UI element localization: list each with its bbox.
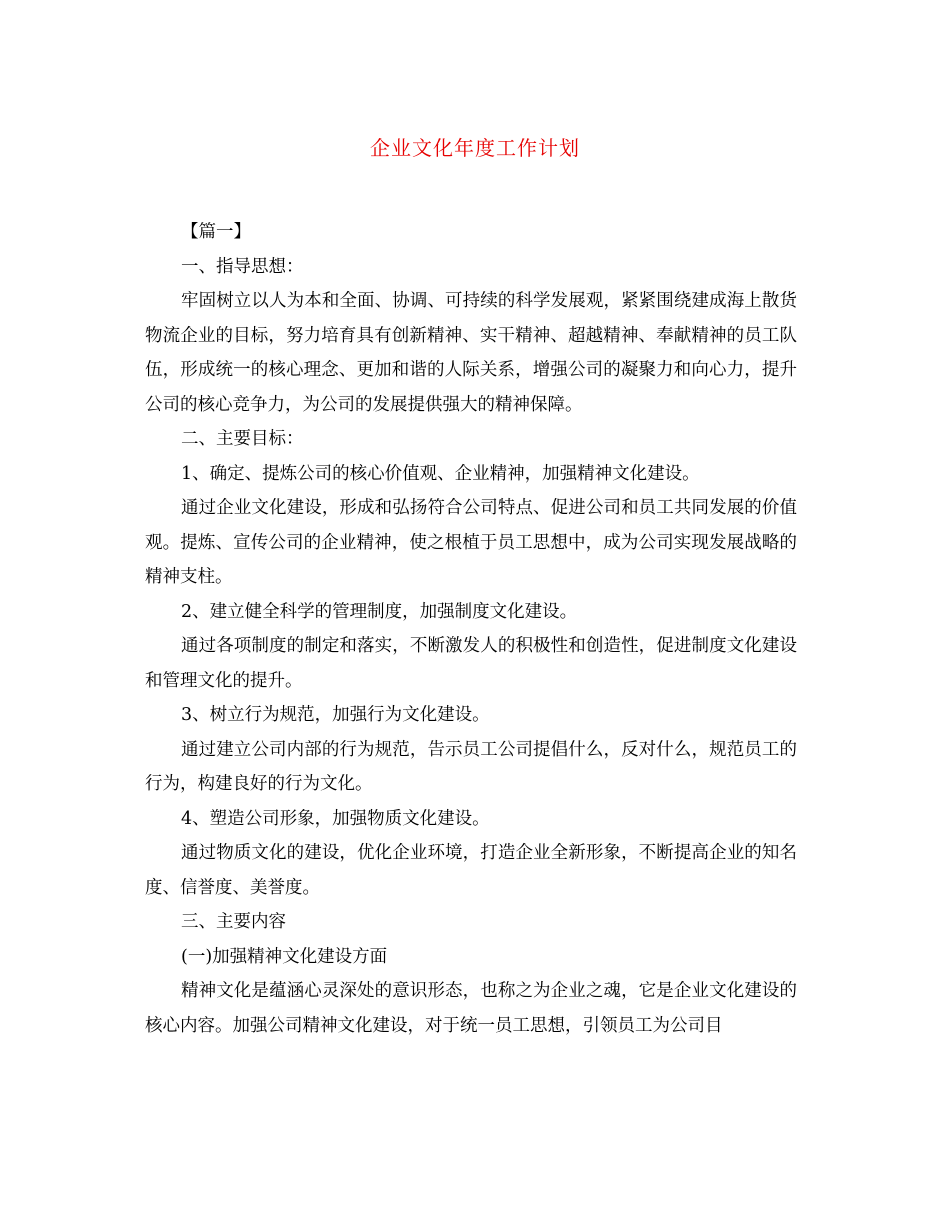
paragraph: 通过企业文化建设，形成和弘扬符合公司特点、促进公司和员工共同发展的价值观。提炼、宣传公司的企业精神，使之根植于员工思想中，成为公司实现发展战略的精神支柱。 bbox=[145, 498, 797, 587]
heading-guiding-ideology: 一、指导思想： bbox=[181, 256, 304, 277]
paragraph: 通过物质文化的建设，优化企业环境，打造企业全新形象，不断提高企业的知名度、信誉度、美誉度。 bbox=[145, 843, 797, 898]
paragraph: 通过建立公司内部的行为规范，告示员工公司提倡什么，反对什么，规范员工的行为，构建良好的行为文化。 bbox=[145, 739, 797, 794]
paragraph: 牢固树立以人为本和全面、协调、可持续的科学发展观，紧紧围绕建成海上散货物流企业的目标，努力培育具有创新精神、实干精神、超越精神、奉献精神的员工队伍，形成统一的核心理念、更加和谐的人际关系，增强公司的凝聚力和向心力，提升公司的核心竞争力，为公司的发展提供强大的精神保障。 bbox=[145, 291, 797, 415]
heading-main-goals: 二、主要目标： bbox=[181, 429, 304, 449]
document-title: 企业文化年度工作计划 bbox=[370, 136, 580, 160]
goal-item-4: 4、塑造公司形象，加强物质文化建设。 bbox=[181, 808, 490, 829]
subheading-spiritual-culture: (一)加强精神文化建设方面 bbox=[181, 946, 388, 967]
section-label: 【篇一】 bbox=[181, 222, 251, 242]
document-body bbox=[145, 215, 797, 1043]
paragraph: 精神文化是蕴涵心灵深处的意识形态，也称之为企业之魂，它是企业文化建设的核心内容。加强公司精神文化建设，对于统一员工思想，引领员工为公司目 bbox=[145, 981, 797, 1036]
goal-item-1: 1、确定、提炼公司的核心价值观、企业精神，加强精神文化建设。 bbox=[181, 463, 700, 484]
goal-item-3: 3、树立行为规范，加强行为文化建设。 bbox=[181, 705, 490, 725]
paragraph: 通过各项制度的制定和落实，不断激发人的积极性和创造性，促进制度文化建设和管理文化的提升。 bbox=[145, 636, 797, 691]
heading-main-content: 三、主要内容 bbox=[181, 912, 286, 932]
goal-item-2: 2、建立健全科学的管理制度，加强制度文化建设。 bbox=[181, 601, 578, 622]
